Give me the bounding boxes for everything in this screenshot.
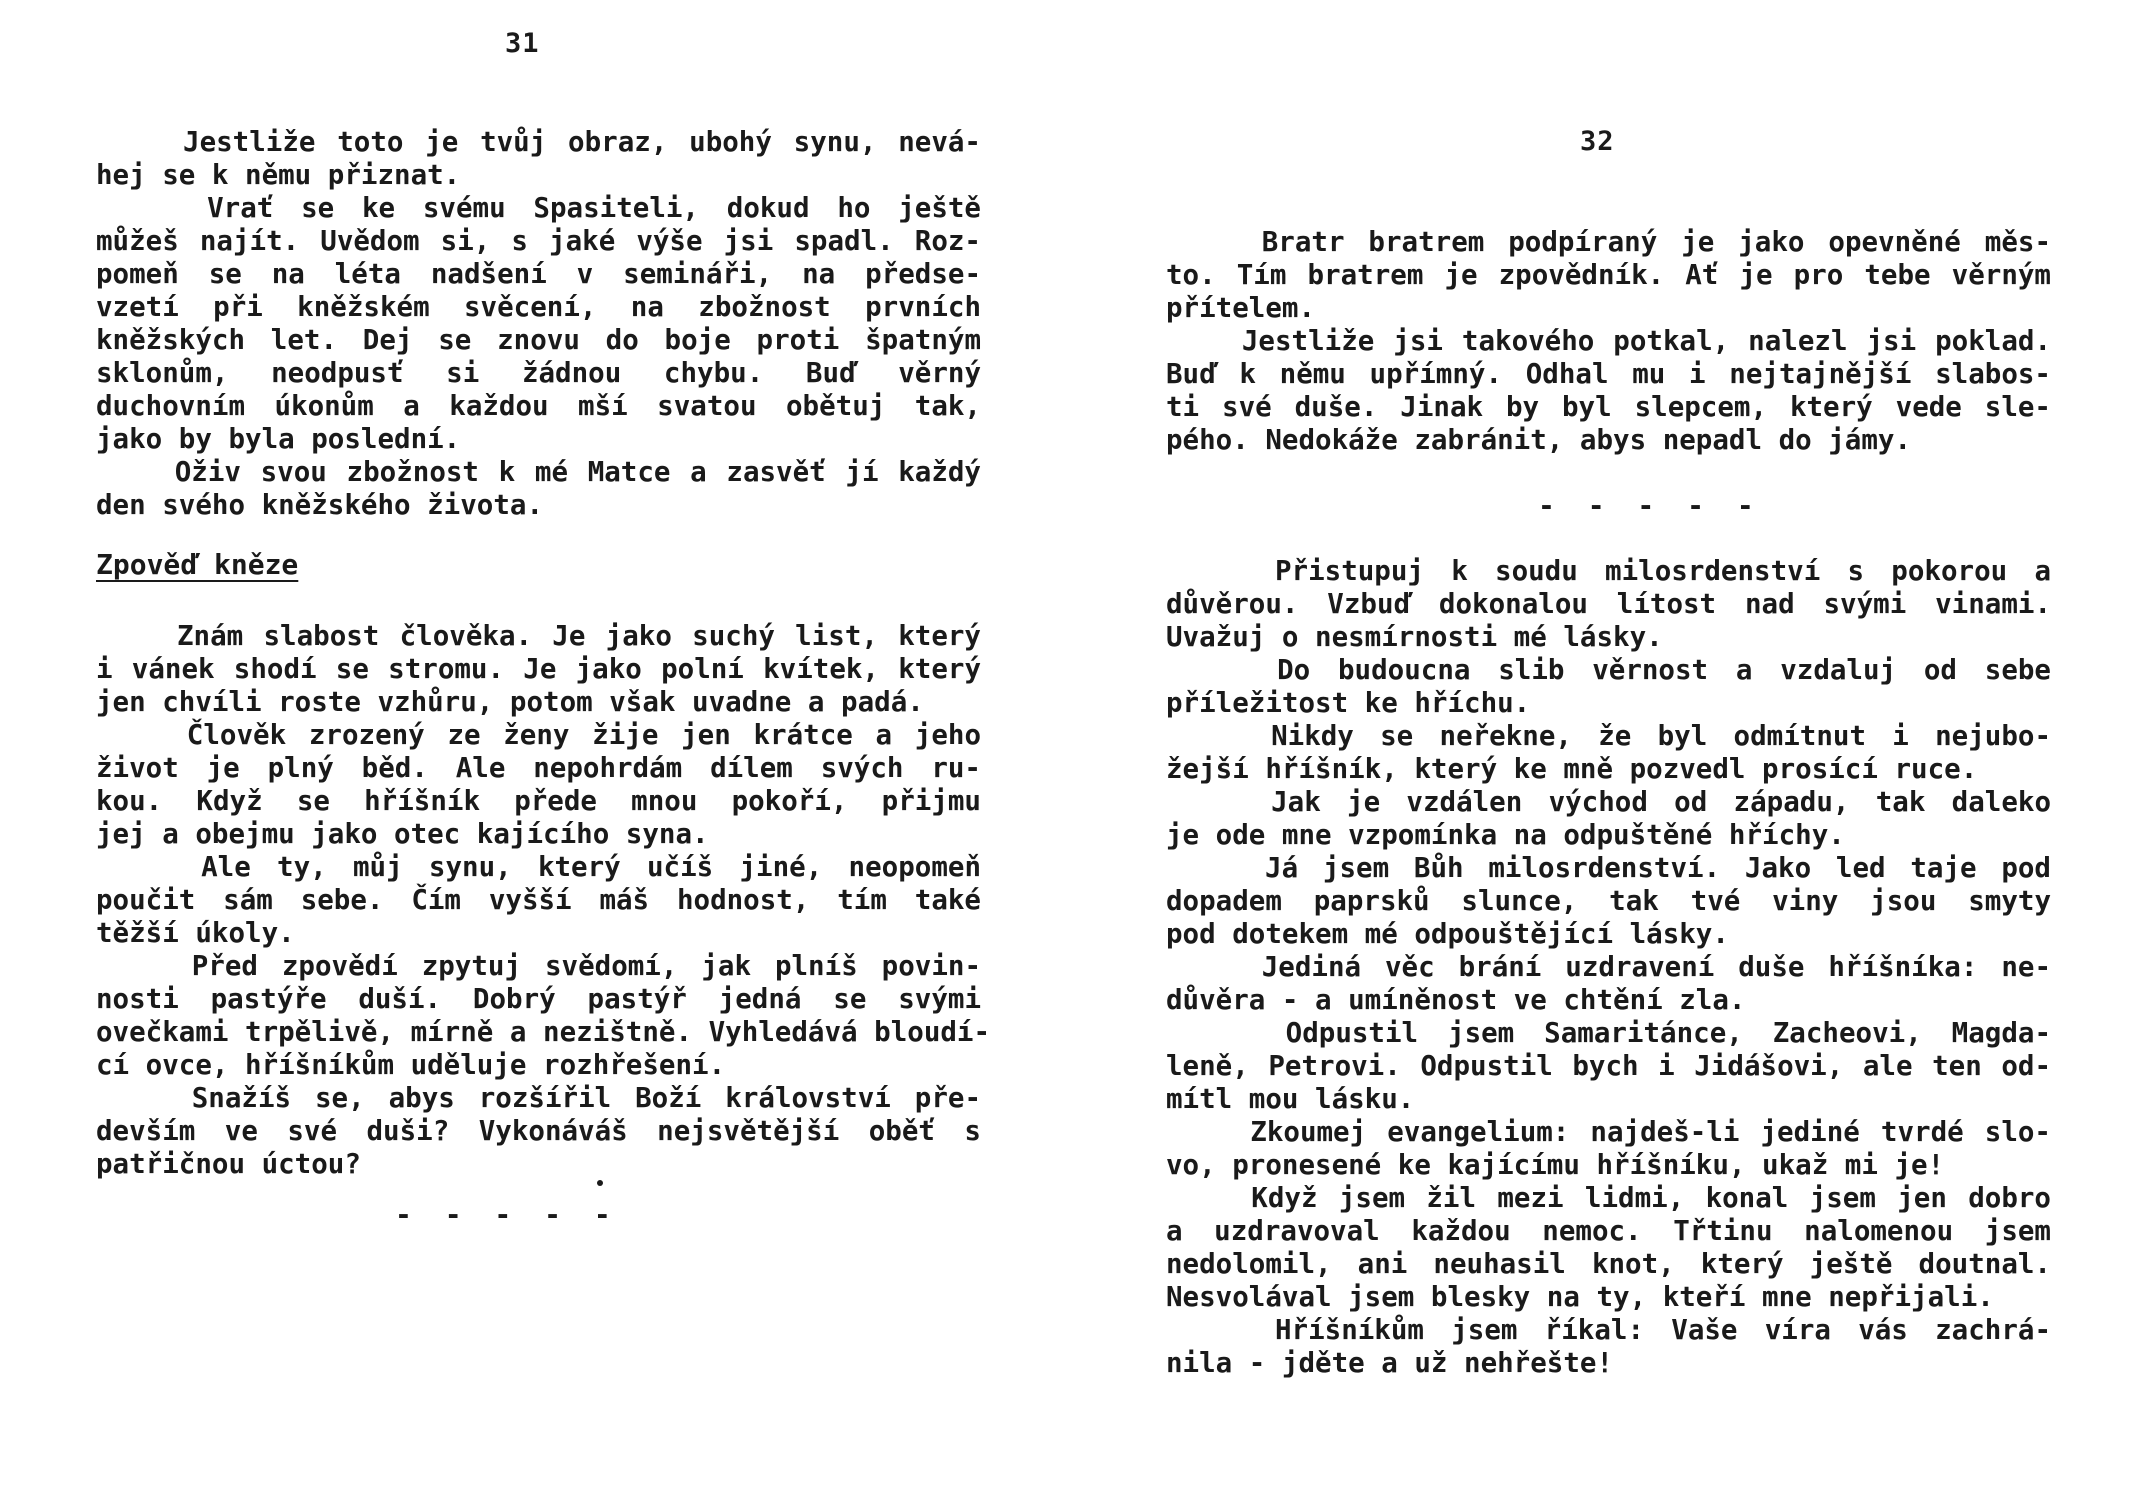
text-line: kněžských let. Dej se znovu do boje proti špatným	[96, 324, 981, 356]
text-line: vzetí při kněžském svěcení, na zbožnost prvních	[96, 291, 981, 323]
text-line: hej se k němu přiznat.	[96, 159, 461, 191]
text-line: dopadem paprsků slunce, tak tvé viny jsou smyty	[1166, 885, 2051, 917]
text-line: den svého kněžského života.	[96, 489, 544, 521]
text-line: můžeš najít. Uvědom si, s jaké výše jsi spadl. Roz-	[96, 225, 981, 257]
text-line: pod dotekem mé odpouštějící lásky.	[1166, 918, 1729, 950]
text-line: žejší hříšník, který ke mně pozvedl prosící ruce.	[1166, 753, 1978, 785]
right-page	[1068, 0, 2136, 1500]
text-line: leně, Petrovi. Odpustil bych i Jidášovi, ale ten od-	[1166, 1050, 2051, 1082]
text-line: Buď k němu upřímný. Odhal mu i nejtajnější slabos-	[1166, 358, 2051, 390]
text-line: Vrať se ke svému Spasiteli, dokud ho ještě	[96, 192, 981, 224]
text-line: Jediná věc brání uzdravení duše hříšníka: ne-	[1166, 951, 2051, 983]
text-line: Nesvolával jsem blesky na ty, kteří mne nepřijali.	[1166, 1281, 1994, 1313]
text-line: Bratr bratrem podpíraný je jako opevněné měs-	[1166, 226, 2051, 258]
text-line: nila - jděte a už nehřešte!	[1166, 1347, 1614, 1379]
text-line: to. Tím bratrem je zpovědník. Ať je pro tebe věrným	[1166, 259, 2051, 291]
page-number: 32	[1580, 126, 1615, 157]
right-paragraph-block-2	[1166, 555, 2051, 1380]
text-line: přítelem.	[1166, 292, 1316, 324]
text-line: Oživ svou zbožnost k mé Matce a zasvěť jí každý	[96, 456, 981, 488]
text-line: těžší úkoly.	[96, 917, 295, 949]
text-line: příležitost ke hříchu.	[1166, 687, 1531, 719]
text-line: Když jsem žil mezi lidmi, konal jsem jen dobro	[1166, 1182, 2051, 1214]
text-line: patřičnou úctou?	[96, 1148, 361, 1180]
text-line: život je plný běd. Ale nepohrdám dílem svých ru-	[96, 752, 981, 784]
text-line: Snažíš se, abys rozšířil Boží království pře-	[96, 1082, 981, 1114]
text-line: i vánek shodí se stromu. Je jako polní kvítek, který	[96, 653, 981, 685]
text-line: pého. Nedokáže zabránit, abys nepadl do jámy.	[1166, 424, 1912, 456]
text-line: pomeň se na léta nadšení v semináři, na předse-	[96, 258, 981, 290]
left-paragraph-block-1	[96, 126, 981, 522]
text-line: Ale ty, můj synu, který učíš jiné, neopomeň	[96, 851, 981, 883]
text-line: Do budoucna slib věrnost a vzdaluj od sebe	[1166, 654, 2051, 686]
text-line: Já jsem Bůh milosrdenství. Jako led taje pod	[1166, 852, 2051, 884]
text-line: Člověk zrozený ze ženy žije jen krátce a jeho	[96, 719, 981, 751]
text-line: kou. Když se hříšník přede mnou pokoří, přijmu	[96, 785, 981, 817]
text-line: mítl mou lásku.	[1166, 1083, 1415, 1115]
text-line: a uzdravoval každou nemoc. Třtinu nalomenou jsem	[1166, 1215, 2051, 1247]
text-line: ovečkami trpělivě, mírně a nezištně. Vyhledává bloudí-	[96, 1016, 991, 1048]
text-line: Přistupuj k soudu milosrdenství s pokorou a	[1166, 555, 2051, 587]
right-paragraph-block-1	[1166, 226, 2051, 457]
page-number: 31	[505, 28, 540, 59]
text-line: sklonům, neodpusť si žádnou chybu. Buď věrný	[96, 357, 981, 389]
left-paragraph-block-2	[96, 620, 991, 1181]
text-line: Jestliže jsi takového potkal, nalezl jsi poklad.	[1166, 325, 2051, 357]
text-line: cí ovce, hříšníkům uděluje rozhřešení.	[96, 1049, 726, 1081]
ink-dot	[597, 1180, 603, 1186]
text-line: Odpustil jsem Samaritánce, Zacheovi, Magda-	[1166, 1017, 2051, 1049]
text-line: Uvažuj o nesmírnosti mé lásky.	[1166, 621, 1663, 653]
section-heading: Zpověď kněze	[96, 548, 299, 581]
text-line: Zkoumej evangelium: najdeš-li jediné tvrdé slo-	[1166, 1116, 2051, 1148]
text-line: ti své duše. Jinak by byl slepcem, který vede sle-	[1166, 391, 2051, 423]
text-line: devším ve své duši? Vykonáváš nejsvětější oběť s	[96, 1115, 981, 1147]
text-line: vo, pronesené ke kajícímu hříšníku, ukaž mi je!	[1166, 1149, 1945, 1181]
section-separator: - - - - -	[1538, 489, 1762, 522]
text-line: Hříšníkům jsem říkal: Vaše víra vás zachrá-	[1166, 1314, 2051, 1346]
text-line: nedolomil, ani neuhasil knot, který ještě doutnal.	[1166, 1248, 2051, 1280]
section-separator: - - - - -	[395, 1198, 619, 1231]
text-line: Nikdy se neřekne, že byl odmítnut i nejubo-	[1166, 720, 2051, 752]
text-line: jej a obejmu jako otec kajícího syna.	[96, 818, 709, 850]
text-line: jako by byla poslední.	[96, 423, 461, 455]
text-line: Znám slabost člověka. Je jako suchý list, který	[96, 620, 981, 652]
text-line: důvěrou. Vzbuď dokonalou lítost nad svými vinami.	[1166, 588, 2051, 620]
text-line: jen chvíli roste vzhůru, potom však uvadne a padá.	[96, 686, 924, 718]
text-line: důvěra - a umíněnost ve chtění zla.	[1166, 984, 1746, 1016]
text-line: poučit sám sebe. Čím vyšší máš hodnost, tím také	[96, 884, 981, 916]
text-line: nosti pastýře duší. Dobrý pastýř jedná se svými	[96, 983, 981, 1015]
text-line: Před zpovědí zpytuj svědomí, jak plníš povin-	[96, 950, 981, 982]
text-line: Jestliže toto je tvůj obraz, ubohý synu, nevá-	[96, 126, 981, 158]
text-line: duchovním úkonům a každou mší svatou obětuj tak,	[96, 390, 981, 422]
text-line: Jak je vzdálen východ od západu, tak daleko	[1166, 786, 2051, 818]
text-line: je ode mne vzpomínka na odpuštěné hříchy.	[1166, 819, 1845, 851]
